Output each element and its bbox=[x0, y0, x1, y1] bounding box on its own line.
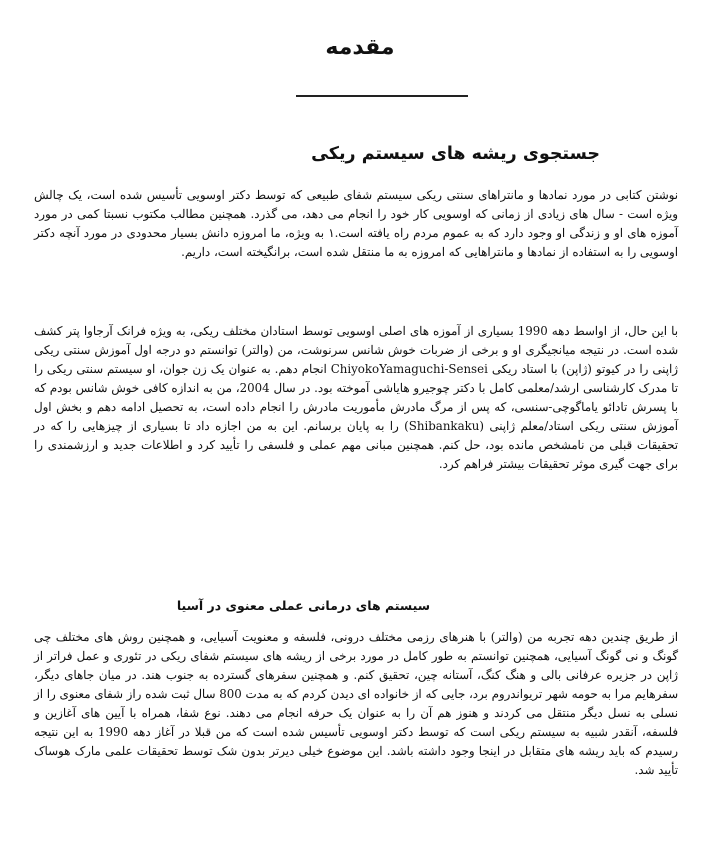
title-divider bbox=[296, 95, 468, 97]
subsection-title: سیستم های درمانی عملی معنوی در آسیا bbox=[176, 598, 430, 613]
paragraph-intro: نوشتن کتابی در مورد نمادها و مانتراهای سنتی ریکی سیستم شفای طبیعی که توسط دکتر اوسویی تأسیس شده است، یک چالش ویژه است - سال های زیادی از زمانی که اوسویی کار خود را انجام می دهد، می گذرد. همچنین مطالب مکتوب نسبتا کمی در مورد آموزه های او و زندگی او وجود دارد که به عموم مردم راه یافته است.۱ به ویژه، ما امروزه دانش بسیار محدودی در مورد آنچه دکتر اوسویی را به استفاده از نمادها و مانتراهایی که امروزه به ما منتقل شده است، برانگیخته است، داریم. bbox=[34, 188, 678, 259]
chapter-title: مقدمه bbox=[325, 35, 395, 60]
section-title: جستجوی ریشه های سیستم ریکی bbox=[311, 144, 600, 164]
paragraph-history: با این حال، از اواسط دهه 1990 بسیاری از آموزه های اصلی اوسویی توسط استادان مختلف ریکی، به ویژه فرانک آرجاوا پتر کشف شده است. در نتیجه میانجیگری او و برخی از ضربات خوش شانس سرنوشت، من (والتر) توانستم دو درجه اول آموزش سنتی ریکی ژاپنی را در کیوتو (ژاپن) با استاد ریکی ChiyokoYamaguchi-Sensei انجام دهم. به عنوان یک زن جوان، او سیستم سنتی ریکی را تا مدرک کارشناسی ارشد/معلمی کامل با دکتر چوجیرو هایاشی آموخته بود. در سال 2004، من به اندازه کافی خوش شانس بودم که با پسرش تادائو یاماگوچی-سنسی، که پس از مرگ مادرش مأموریت مادرش را انجام داده است، به تحصیل ادامه دهم و بخش اول آموزش سنتی ریکی استاد/معلم ژاپنی (Shibankaku) را به پایان برسانم. این به من اجازه داد تا بسیاری از چیزهایی را که در تحقیقات قبلی من نامشخص مانده بود، حل کنم. همچنین مبانی مهم عملی و فلسفی را تأیید کرد و اطلاعات جدید و ارزشمندی را برای جهت گیری موثر تحقیقات بیشتر فراهم کرد. bbox=[34, 324, 678, 471]
paragraph-asia: از طریق چندین دهه تجربه من (والتر) با هنرهای رزمی مختلف درونی، فلسفه و معنویت آسیایی، و همچنین روش های مختلف چی گونگ و نی گونگ آسیایی، همچنین توانستم به طور کامل در مورد برخی از ریشه های سیستم شفای ریکی در تئوری و عمل فراتر از ژاپن در جزیره عرفانی بالی و هنگ کنگ، آستانه چین، تحقیق کنم. و همچنین سفرهای گسترده به جنوب هند. در میان جاهای دیگر، سفرهایم مرا به حومه شهر تریواندروم برد، جایی که از خانواده ای دیدن کردم که به مدت 800 سال ثبت شده راز شفای معنوی را از نسلی به نسل دیگر منتقل می کردند و هنوز هم آن را به عنوان یک حرفه انجام می دهند. نوع شفا، همراه با آیین های آغازین و فلسفه، آنقدر شبیه به سیستم ریکی است که توسط دکتر اوسویی تأسیس شده است که من قبلا در آغاز دهه 1990 به این نتیجه رسیدم که باید ریشه های متقابل در اینجا وجود داشته باشد. این موضوع خیلی دیرتر بدون شک توسط تحقیقات علمی مارک هوساک تأیید شد. bbox=[34, 630, 678, 777]
